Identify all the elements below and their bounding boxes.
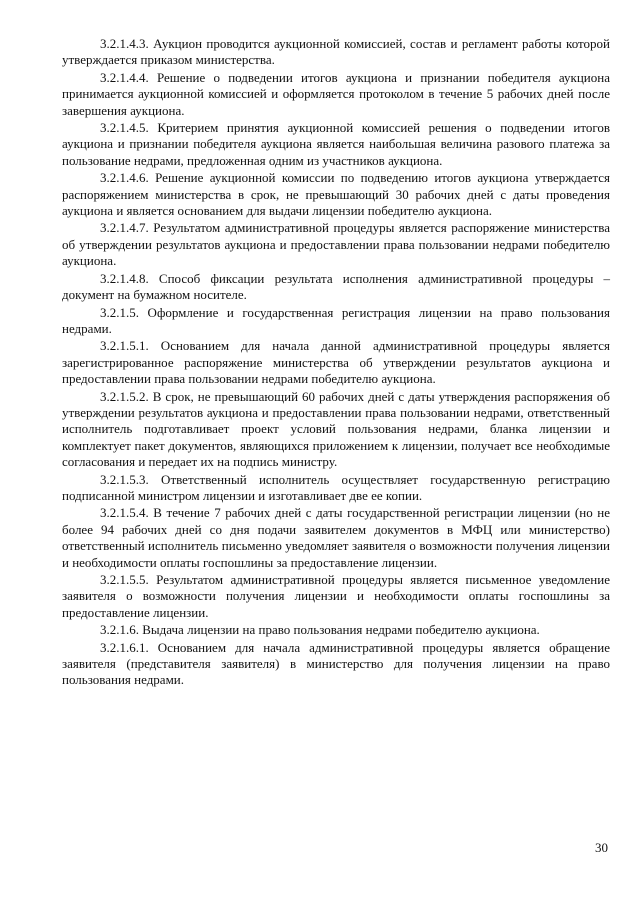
paragraph-3-2-1-4-4: 3.2.1.4.4. Решение о подведении итогов аукциона и признании победителя аукциона принимается аукционной комиссией и оформляется протоколом в течение 5 рабочих дней после завершения аукциона.: [62, 69, 610, 118]
paragraph-3-2-1-5-4: 3.2.1.5.4. В течение 7 рабочих дней с даты государственной регистрации лицензии (но не более 94 рабочих дней со дня подачи заявителем документов в МФЦ или министерство) ответственный исполнитель письменно уведомляет заявителя о возможности получения лицензии и необходимости оплаты госпошлины за предоставление лицензии.: [62, 505, 610, 570]
paragraph-3-2-1-6: 3.2.1.6. Выдача лицензии на право пользования недрами победителю аукциона.: [100, 622, 540, 638]
paragraph-3-2-1-4-5: 3.2.1.4.5. Критерием принятия аукционной комиссией решения о подведении итогов аукциона и признании победителя аукциона является наибольшая величина разового платежа за пользование недрами, предложенная одним из участников аукциона.: [62, 120, 610, 168]
paragraph-3-2-1-5: 3.2.1.5. Оформление и государственная регистрация лицензии на право пользования недрами.: [62, 304, 610, 336]
paragraph-3-2-1-5-3: 3.2.1.5.3. Ответственный исполнитель осуществляет государственную регистрацию подписанной министром лицензии и изготавливает две ее копии.: [62, 471, 610, 503]
page-number: 30: [595, 840, 608, 855]
paragraph-3-2-1-5-1: 3.2.1.5.1. Основанием для начала данной административной процедуры является зарегистрированное распоряжение министерства об утверждении результатов аукциона и предоставлении права пользовании недрами победителю аукциона.: [62, 338, 610, 387]
paragraph-3-2-1-6-1: 3.2.1.6.1. Основанием для начала административной процедуры является обращение заявителя (представителя заявителя) в министерство для получения лицензии на право пользования недрами.: [62, 639, 610, 688]
document-body: [62, 36, 610, 690]
paragraph-3-2-1-5-5: 3.2.1.5.5. Результатом административной процедуры является письменное уведомление заявителя о возможности получения лицензии и необходимости оплаты госпошлины за предоставление лицензии.: [62, 572, 610, 620]
paragraph-3-2-1-4-8: 3.2.1.4.8. Способ фиксации результата исполнения административной процедуры – документ на бумажном носителе.: [62, 270, 610, 303]
paragraph-3-2-1-4-7: 3.2.1.4.7. Результатом административной процедуры является распоряжение министерства об утверждении результатов аукциона и предоставлении права пользовании недрами победителю аукциона.: [62, 220, 610, 269]
paragraph-3-2-1-4-6: 3.2.1.4.6. Решение аукционной комиссии по подведению итогов аукциона утверждается распоряжением министерства в срок, не превышающий 30 рабочих дней с даты проведения аукциона и является основанием для выдачи лицензии победителю аукциона.: [62, 170, 610, 219]
paragraph-3-2-1-4-3: 3.2.1.4.3. Аукцион проводится аукционной комиссией, состав и регламент работы которой утверждается приказом министерства.: [62, 36, 610, 68]
paragraph-3-2-1-5-2: 3.2.1.5.2. В срок, не превышающий 60 рабочих дней с даты утверждения распоряжения об утверждении результатов аукциона и предоставлении права пользовании недрами, ответственный исполнитель подготавливает проект условий пользования недрами, бланка лицензии и комплектует пакет документов, являющихся приложением к лицензии, получает все необходимые согласования и передает их на подпись министру.: [62, 388, 610, 470]
